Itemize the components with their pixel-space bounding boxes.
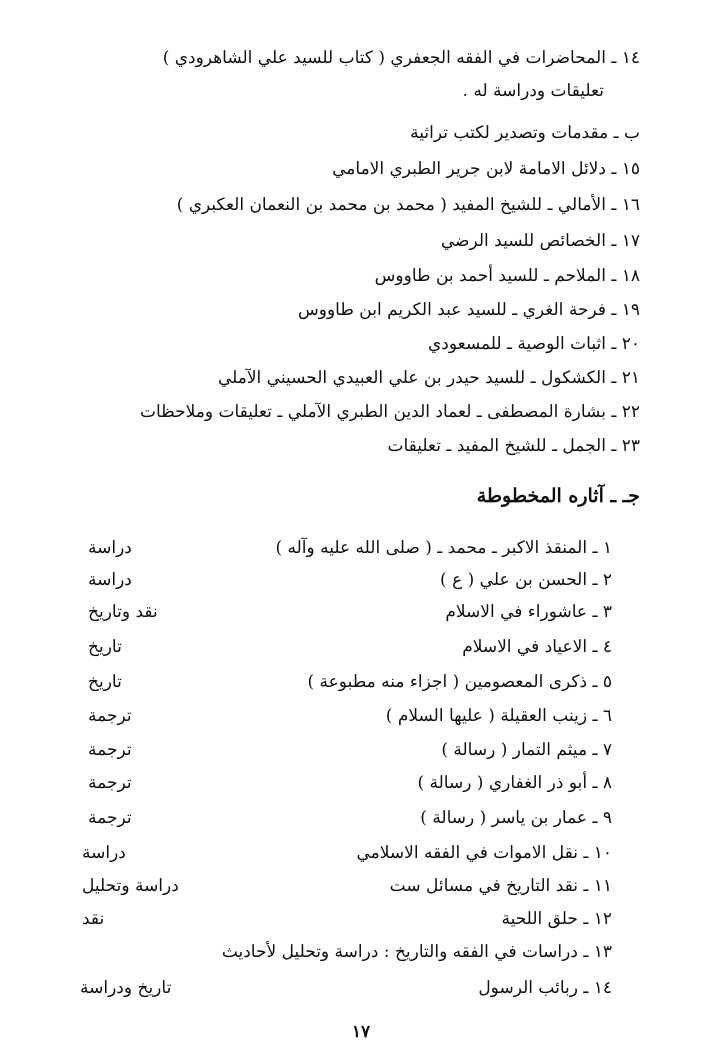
section-b-item: ١٧ ـ الخصائص للسيد الرضي <box>440 231 640 251</box>
manuscript-title: ١٢ ـ حلق اللحية <box>501 909 612 929</box>
manuscript-title: ٥ ـ ذكرى المعصومين ( اجزاء منه مطبوعة ) <box>307 672 612 692</box>
section-a-item-14-line-2: تعليقات ودراسة له . <box>462 81 604 101</box>
section-b-heading: ب ـ مقدمات وتصدير لكتب تراثية <box>410 123 640 143</box>
manuscript-title: ١١ ـ نقد التاريخ في مسائل ست <box>389 876 612 896</box>
manuscript-title: ١ ـ المنقذ الاكبر ـ محمد ـ ( صلى الله عليه وآله ) <box>275 538 612 558</box>
manuscript-note: دراسة وتحليل <box>82 876 179 896</box>
section-b-item: ١٨ ـ الملاحم ـ للسيد أحمد بن طاووس <box>374 266 640 286</box>
manuscript-note: تاريخ <box>88 672 122 692</box>
section-b-item: ١٥ ـ دلائل الامامة لابن جرير الطبري الامامي <box>332 159 640 179</box>
section-b-item: ٢٢ ـ بشارة المصطفى ـ لعماد الدين الطبري الآملي ـ تعليقات وملاحظات <box>139 402 640 422</box>
manuscript-title: ١٤ ـ ربائب الرسول <box>478 978 612 998</box>
manuscript-note: دراسة <box>88 570 132 590</box>
manuscript-title: ٩ ـ عمار بن ياسر ( رسالة ) <box>420 808 612 828</box>
manuscript-note: نقد وتاريخ <box>88 602 158 622</box>
section-b-item: ٢٣ ـ الجمل ـ للشيخ المفيد ـ تعليقات <box>387 436 640 456</box>
manuscript-note: دراسة <box>88 538 132 558</box>
section-a-item-14-line-1: ١٤ ـ المحاضرات في الفقه الجعفري ( كتاب للسيد علي الشاهرودي ) <box>162 48 640 68</box>
manuscript-note: ترجمة <box>88 740 132 760</box>
manuscript-title: ٧ ـ ميثم التمار ( رسالة ) <box>441 740 612 760</box>
manuscript-title: ١٠ ـ نقل الاموات في الفقه الاسلامي <box>356 843 612 863</box>
manuscript-note: تاريخ <box>88 637 122 657</box>
section-b-item: ١٦ ـ الأمالي ـ للشيخ المفيد ( محمد بن محمد بن النعمان العكبري ) <box>176 195 640 215</box>
manuscript-note: ترجمة <box>88 706 132 726</box>
manuscript-title: ٨ ـ أبو ذر الغفاري ( رسالة ) <box>417 773 612 793</box>
section-b-item: ١٩ ـ فرحة الغري ـ للسيد عبد الكريم ابن طاووس <box>298 300 640 320</box>
section-b-item: ٢٠ ـ اثبات الوصية ـ للمسعودي <box>427 334 640 354</box>
manuscript-note: دراسة <box>82 843 126 863</box>
manuscript-title: ٦ ـ زينب العقيلة ( عليها السلام ) <box>385 706 612 726</box>
section-c-heading: جـ ـ آثاره المخطوطة <box>476 485 640 507</box>
manuscript-note: ترجمة <box>88 808 132 828</box>
manuscript-title: ٣ ـ عاشوراء في الاسلام <box>445 602 612 622</box>
manuscript-title: ٤ ـ الاعياد في الاسلام <box>462 637 612 657</box>
manuscript-title: ٢ ـ الحسن بن علي ( ع ) <box>440 570 612 590</box>
manuscript-note: ترجمة <box>88 773 132 793</box>
section-b-item: ٢١ ـ الكشكول ـ للسيد حيدر بن علي العبيدي الحسيني الآملي <box>217 368 640 388</box>
manuscript-title: ١٣ ـ دراسات في الفقه والتاريخ : دراسة وتحليل لأحاديث <box>221 942 612 962</box>
manuscript-note: تاريخ ودراسة <box>80 978 172 998</box>
page-number: ١٧ <box>351 1022 371 1042</box>
manuscript-note: نقد <box>82 909 105 929</box>
